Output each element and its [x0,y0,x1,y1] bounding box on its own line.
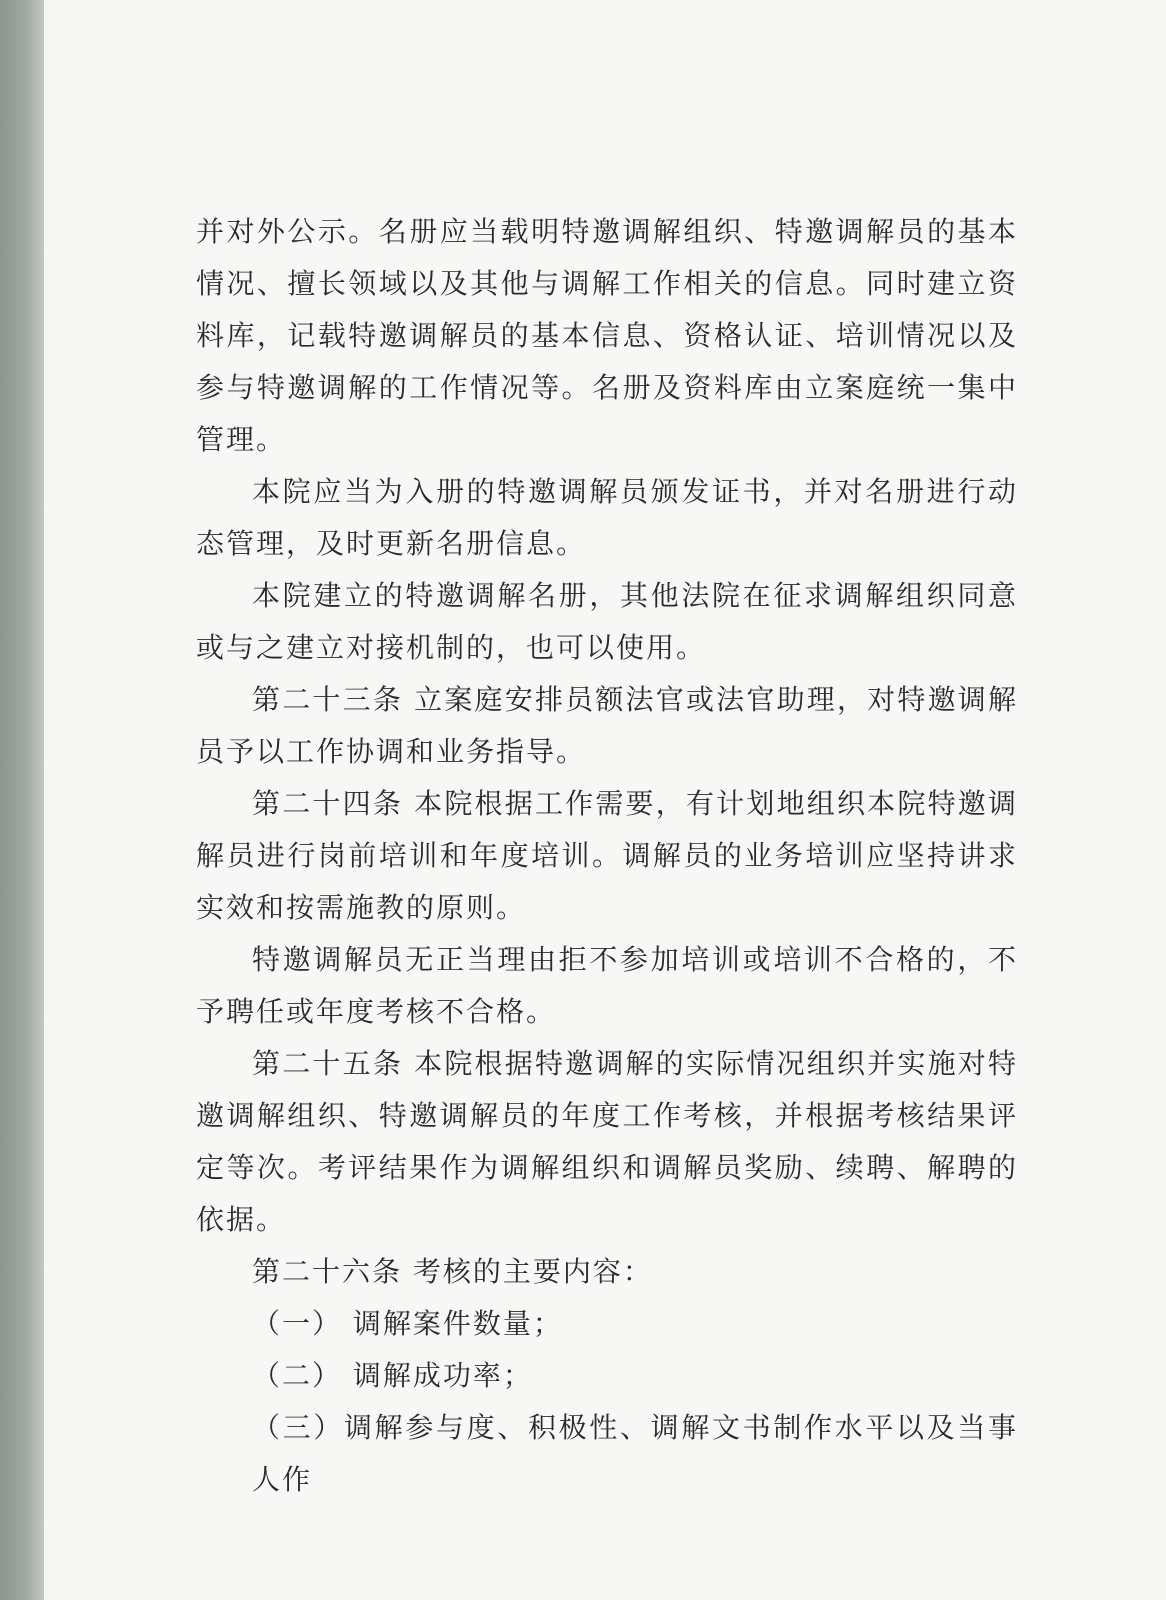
article-26: 第二十六条 考核的主要内容： [252,1255,653,1288]
list-item-2: （二） 调解成功率； [252,1359,533,1392]
article-25: 第二十五条 本院根据特邀调解的实际情况组织并实施对特邀调解组织、特邀调解员的年度工作考核，并根据考核结果评定等次。考评结果作为调解组织和调解员奖励、续聘、解聘的依据。 [196,1047,1018,1236]
document-body [196,206,1018,1506]
paragraph-training-failure: 特邀调解员无正当理由拒不参加培训或培训不合格的，不予聘任或年度考核不合格。 [196,943,1018,1028]
paragraph-roster-contents: 并对外公示。名册应当载明特邀调解组织、特邀调解员的基本情况、擅长领域以及其他与调解工作相关的信息。同时建立资料库，记载特邀调解员的基本信息、资格认证、培训情况以及参与特邀调解的工作情况等。名册及资料库由立案庭统一集中管理。 [196,215,1018,456]
paragraph-certificates: 本院应当为入册的特邀调解员颁发证书，并对名册进行动态管理，及时更新名册信息。 [196,475,1018,560]
scan-edge [0,0,44,1600]
list-item-3: （三）调解参与度、积极性、调解文书制作水平以及当事人作 [252,1411,1018,1496]
paragraph-roster-sharing: 本院建立的特邀调解名册，其他法院在征求调解组织同意或与之建立对接机制的，也可以使用。 [196,579,1018,664]
article-24: 第二十四条 本院根据工作需要，有计划地组织本院特邀调解员进行岗前培训和年度培训。调解员的业务培训应坚持讲求实效和按需施教的原则。 [196,787,1018,924]
article-23: 第二十三条 立案庭安排员额法官或法官助理，对特邀调解员予以工作协调和业务指导。 [196,683,1018,768]
list-item-1: （一） 调解案件数量； [252,1307,563,1340]
